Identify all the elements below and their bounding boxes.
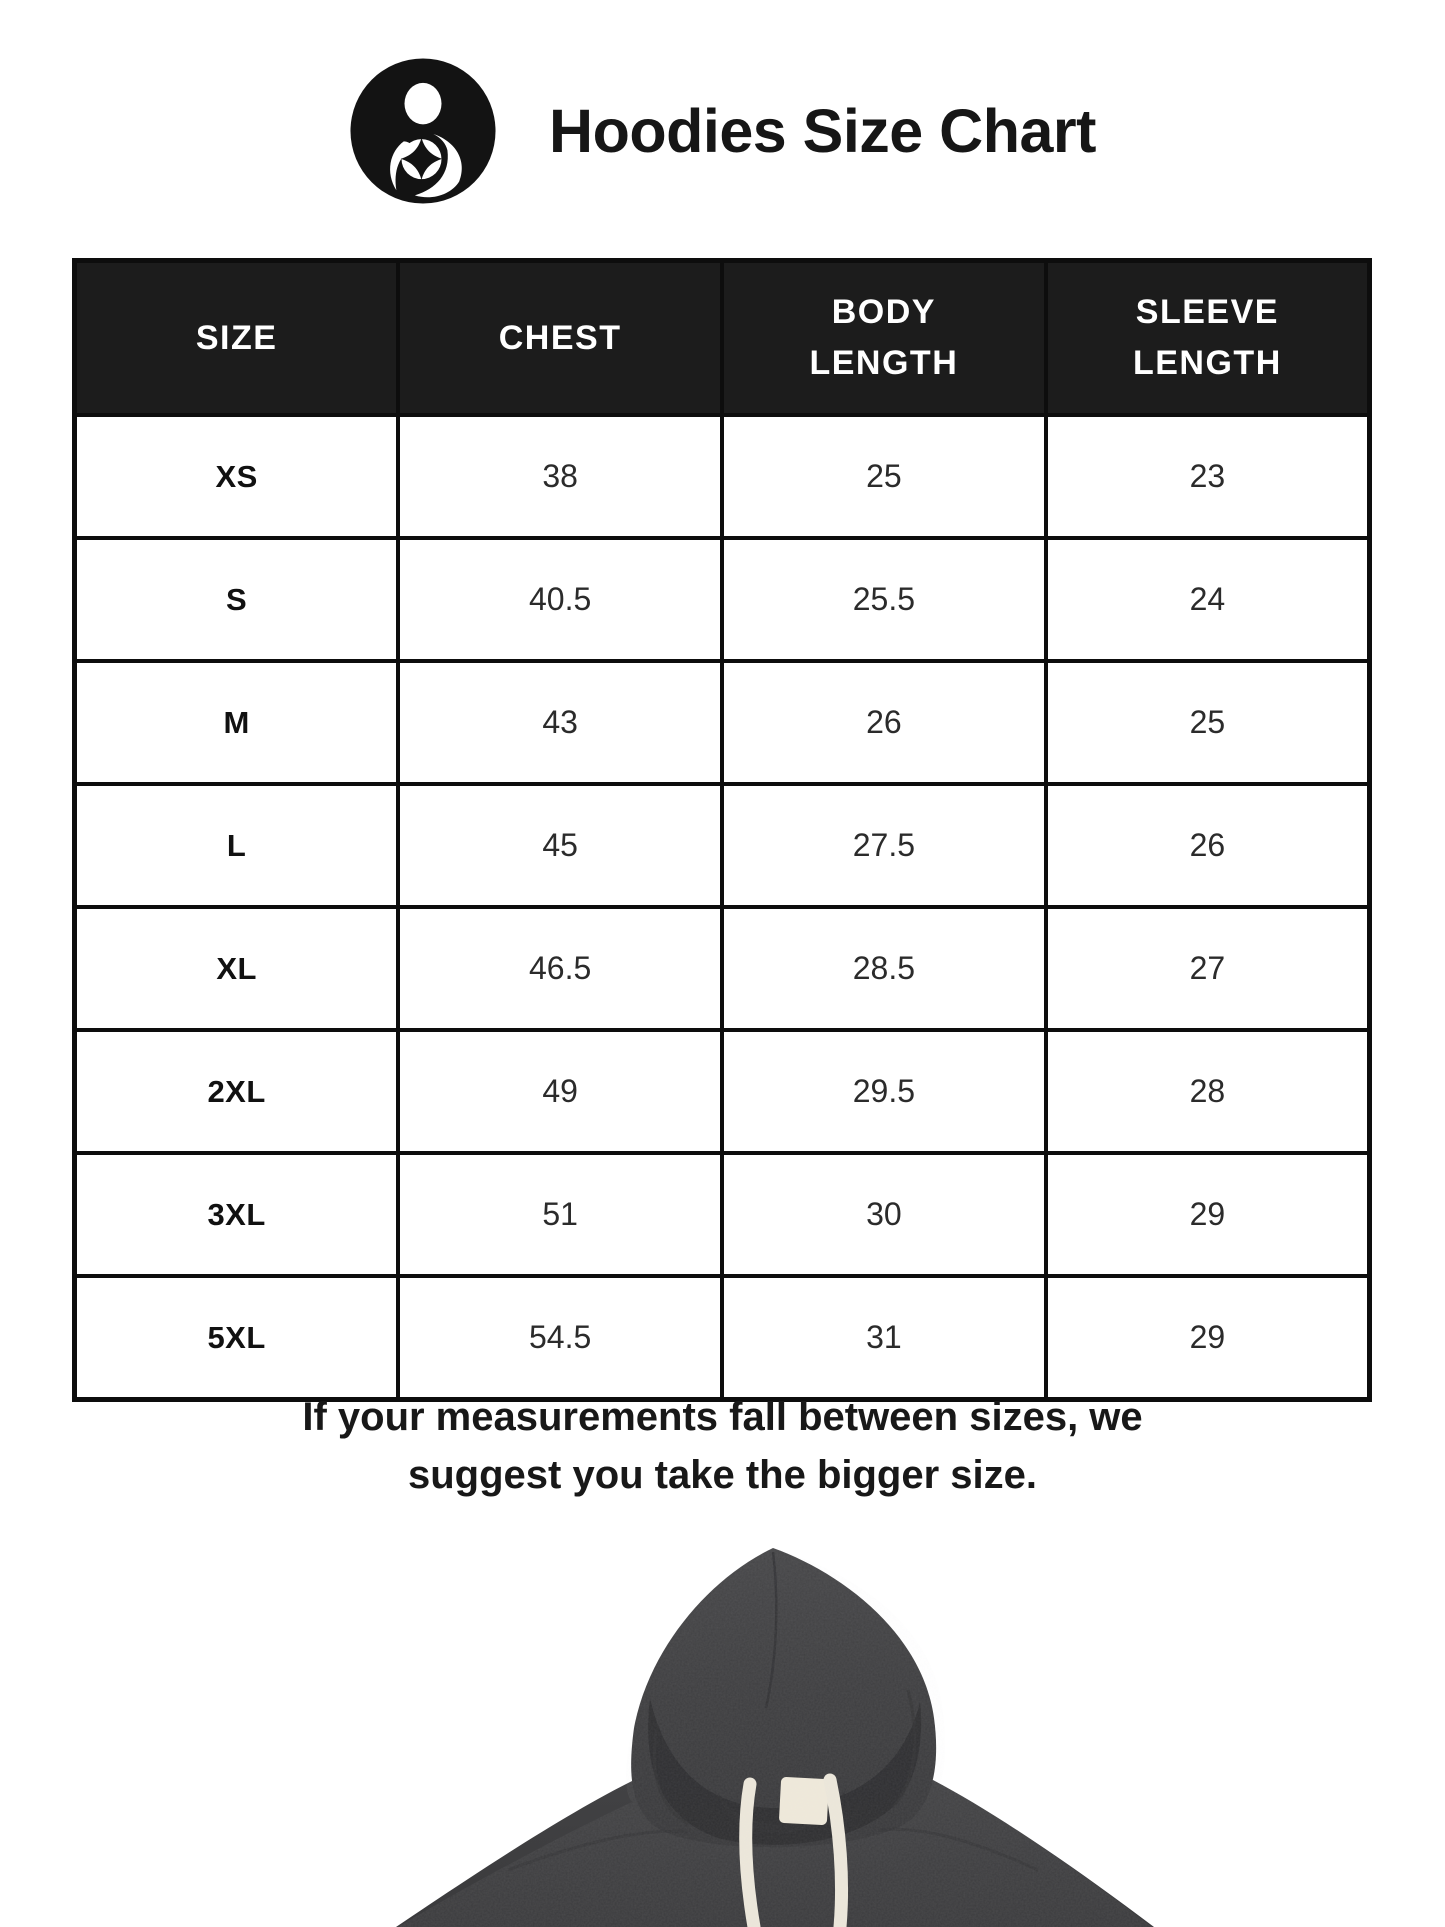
size-chart-table — [72, 258, 1372, 1402]
table-header — [75, 261, 1370, 416]
table-row — [75, 415, 1370, 538]
cell-chest: 43 — [398, 661, 722, 784]
cell-body-length: 26 — [722, 661, 1046, 784]
page-title: Hoodies Size Chart — [549, 97, 1096, 165]
table-row — [75, 1276, 1370, 1400]
cell-body-length: 28.5 — [722, 907, 1046, 1030]
cell-size: XS — [75, 415, 399, 538]
brand-logo-icon — [349, 57, 497, 205]
cell-size: L — [75, 784, 399, 907]
cell-body-length: 25 — [722, 415, 1046, 538]
cell-chest: 40.5 — [398, 538, 722, 661]
cell-size: 5XL — [75, 1276, 399, 1400]
table-row — [75, 538, 1370, 661]
column-header-size: SIZE — [75, 261, 399, 416]
hoodie-illustration — [388, 1540, 1162, 1927]
cell-body-length: 27.5 — [722, 784, 1046, 907]
column-header-chest: CHEST — [398, 261, 722, 416]
brand-header — [0, 56, 1445, 206]
heather-texture — [388, 1540, 1162, 1927]
table-row — [75, 661, 1370, 784]
cell-size: M — [75, 661, 399, 784]
cell-chest: 46.5 — [398, 907, 722, 1030]
table-row — [75, 1030, 1370, 1153]
cell-chest: 49 — [398, 1030, 722, 1153]
note-line-2: suggest you take the bigger size. — [407, 1453, 1038, 1497]
cell-size: 3XL — [75, 1153, 399, 1276]
column-header-body-length: BODY LENGTH — [722, 261, 1046, 416]
cell-chest: 38 — [398, 415, 722, 538]
column-header-sleeve-length: SLEEVE LENGTH — [1046, 261, 1370, 416]
cell-size: S — [75, 538, 399, 661]
cell-body-length: 29.5 — [722, 1030, 1046, 1153]
cell-size: 2XL — [75, 1030, 399, 1153]
note-line-1: If your measurements fall between sizes, we — [302, 1395, 1143, 1439]
note-text — [0, 1388, 1445, 1504]
cell-sleeve-length: 24 — [1046, 538, 1370, 661]
header-row — [75, 261, 1370, 416]
table-row — [75, 1153, 1370, 1276]
cell-body-length: 30 — [722, 1153, 1046, 1276]
cell-body-length: 31 — [722, 1276, 1046, 1400]
cell-sleeve-length: 26 — [1046, 784, 1370, 907]
cell-sleeve-length: 29 — [1046, 1153, 1370, 1276]
cell-chest: 45 — [398, 784, 722, 907]
cell-sleeve-length: 27 — [1046, 907, 1370, 1030]
table-row — [75, 907, 1370, 1030]
cell-body-length: 25.5 — [722, 538, 1046, 661]
cell-sleeve-length: 23 — [1046, 415, 1370, 538]
cell-chest: 54.5 — [398, 1276, 722, 1400]
cell-sleeve-length: 25 — [1046, 661, 1370, 784]
cell-size: XL — [75, 907, 399, 1030]
table-row — [75, 784, 1370, 907]
cell-sleeve-length: 28 — [1046, 1030, 1370, 1153]
cell-sleeve-length: 29 — [1046, 1276, 1370, 1400]
hoodie-photo — [388, 1540, 1162, 1927]
cell-chest: 51 — [398, 1153, 722, 1276]
